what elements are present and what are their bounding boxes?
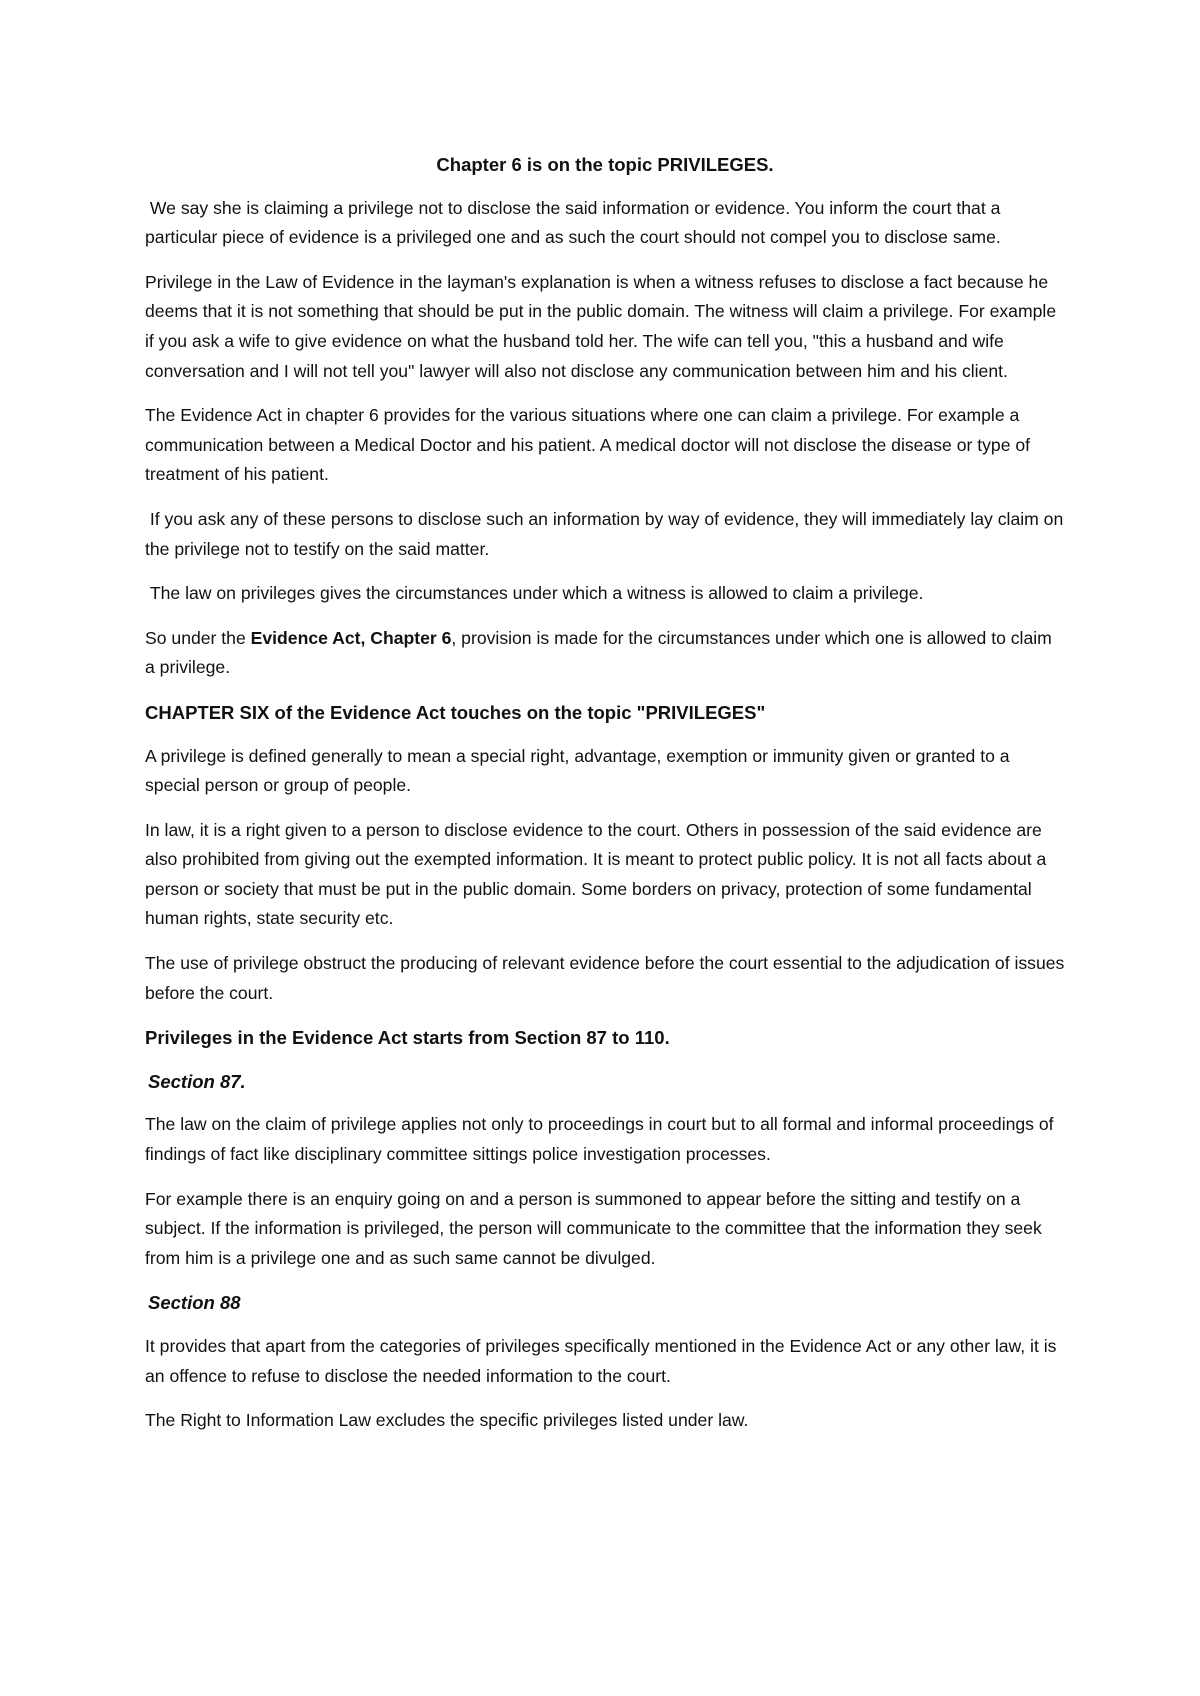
heading-chapter-six: CHAPTER SIX of the Evidence Act touches on the topic "PRIVILEGES" [145,701,766,723]
paragraph-7: A privilege is defined generally to mean a special right, advantage, exemption or immunity given or granted to a special person or group of people. [145,745,1010,796]
section-88-heading: Section 88 [148,1292,241,1314]
paragraph-2: Privilege in the Law of Evidence in the layman's explanation is when a witness refuses to disclose a fact because he deems that it is not something that should be put in the public domain. The witness will claim a privilege. For example if you ask a wife to give evidence on what the husband told her. The wife can tell you, "this a husband and wife conversation and I will not tell you" lawyer will also not disclose any communication between him and his client. [145,271,1057,381]
paragraph-12: It provides that apart from the categories of privileges specifically mentioned in the Evidence Act or any other law, it is an offence to refuse to disclose the needed information to the court. [145,1336,1057,1386]
paragraph-6 [145,624,1065,683]
paragraph-5: The law on privileges gives the circumstances under which a witness is allowed to claim a privilege. [145,583,924,604]
paragraph-8: In law, it is a right given to a person to disclose evidence to the court. Others in possession of the said evidence are also prohibited from giving out the exempted information. It is meant to protect public policy. It is not all facts about a person or society that must be put in the public domain. Some borders on privacy, protection of some fundamental human rights, state security etc. [145,819,1047,929]
paragraph-3: The Evidence Act in chapter 6 provides for the various situations where one can claim a privilege. For example a communication between a Medical Doctor and his patient. A medical doctor will not disclose the disease or type of treatment of his patient. [145,405,1031,485]
paragraph-9: The use of privilege obstruct the producing of relevant evidence before the court essential to the adjudication of issues before the court. [145,953,1065,1003]
document-title: Chapter 6 is on the topic PRIVILEGES. [436,154,774,175]
evidence-act-bold: Evidence Act, Chapter 6 [250,627,452,648]
paragraph-11: For example there is an enquiry going on and a person is summoned to appear before the sitting and testify on a subject. If the information is privileged, the person will communicate to the committee that the information they seek from him is a privilege one and as such same cannot be divulged. [145,1188,1042,1268]
paragraph-4: If you ask any of these persons to disclose such an information by way of evidence, they will immediately lay claim on the privilege not to testify on the said matter. [145,508,1069,559]
heading-sections-range: Privileges in the Evidence Act starts from Section 87 to 110. [145,1027,670,1049]
paragraph-13: The Right to Information Law excludes the specific privileges listed under law. [145,1410,749,1431]
paragraph-1: We say she is claiming a privilege not to disclose the said information or evidence. You inform the court that a particular piece of evidence is a privileged one and as such the court should not compel you to disclose same. [145,197,1006,248]
paragraph-6-text-a: So under the [145,627,251,648]
paragraph-6-text-b: , provision is made for the circumstances under which one is allowed to claim a privilege. [145,627,1052,678]
paragraph-10: The law on the claim of privilege applies not only to proceedings in court but to all formal and informal proceedings of findings of fact like disciplinary committee sittings police investigation processes. [145,1114,1054,1165]
section-87-heading: Section 87. [148,1070,246,1092]
document-page [145,150,1069,1451]
